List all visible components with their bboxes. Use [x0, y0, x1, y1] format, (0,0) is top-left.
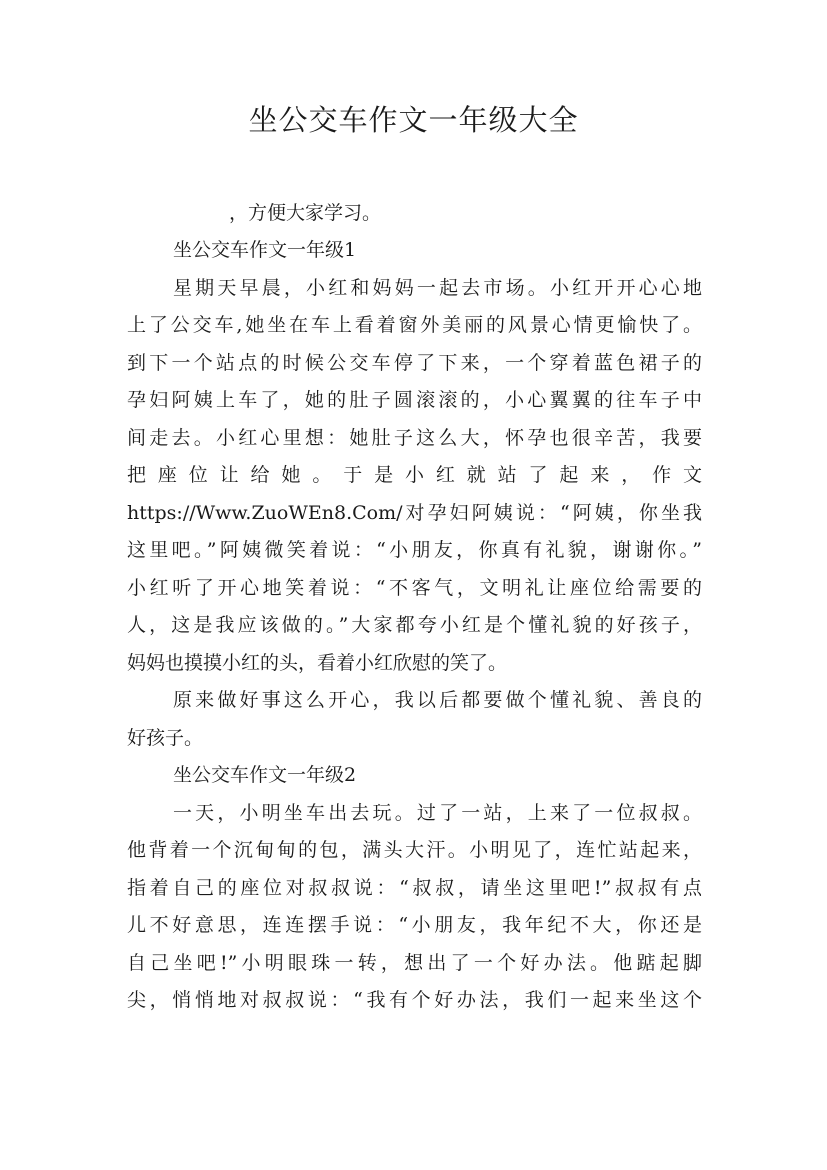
paragraph-line: 他背着一个沉甸甸的包，满头大汗。小明见了，连忙站起来，	[127, 839, 702, 861]
paragraph-line: 间走去。小红心里想：她肚子这么大，怀孕也很辛苦，我要	[127, 427, 702, 449]
paragraph-line: 自己坐吧!”小明眼珠一转，想出了一个好办法。他踮起脚	[127, 952, 702, 974]
paragraph-line: 尖，悄悄地对叔叔说：“我有个好办法，我们一起来坐这个	[127, 989, 702, 1011]
paragraph-line: 孕妇阿姨上车了，她的肚子圆滚滚的，小心翼翼的往车子中	[127, 389, 702, 411]
paragraph-line: https://Www.ZuoWEn8.Com/对孕妇阿姨说：“阿姨，你坐我	[127, 502, 702, 524]
paragraph-line: 好孩子。	[127, 727, 204, 749]
document-title: 坐公交车作文一年级大全	[248, 103, 579, 137]
paragraph-line: 把座位让给她。于是小红就站了起来，作文	[127, 464, 702, 486]
paragraph-line: 人，这是我应该做的。”大家都夸小红是个懂礼貌的好孩子，	[127, 614, 702, 636]
intro-line: ，方便大家学习。	[229, 202, 382, 224]
paragraph-line: 妈妈也摸摸小红的头，看着小红欣慰的笑了。	[127, 652, 508, 674]
paragraph-line: 小红听了开心地笑着说：“不客气，文明礼让座位给需要的	[127, 577, 702, 599]
paragraph-line: 原来做好事这么开心，我以后都要做个懂礼貌、善良的	[173, 689, 702, 711]
section-heading-2: 坐公交车作文一年级2	[173, 764, 357, 786]
paragraph-line: 到下一个站点的时候公交车停了下来，一个穿着蓝色裙子的	[127, 352, 702, 374]
paragraph-line: 这里吧。”阿姨微笑着说：“小朋友，你真有礼貌，谢谢你。”	[127, 539, 702, 561]
section-heading-1: 坐公交车作文一年级1	[173, 239, 357, 261]
paragraph-line: 指着自己的座位对叔叔说：“叔叔，请坐这里吧!”叔叔有点	[127, 877, 702, 899]
paragraph-line: 一天，小明坐车出去玩。过了一站，上来了一位叔叔。	[173, 802, 702, 824]
paragraph-line: 上了公交车,她坐在车上看着窗外美丽的风景心情更愉快了。	[127, 314, 702, 336]
paragraph-line: 儿不好意思，连连摆手说：“小朋友，我年纪不大，你还是	[127, 914, 702, 936]
paragraph-line: 星期天早晨，小红和妈妈一起去市场。小红开开心心地	[173, 277, 702, 299]
